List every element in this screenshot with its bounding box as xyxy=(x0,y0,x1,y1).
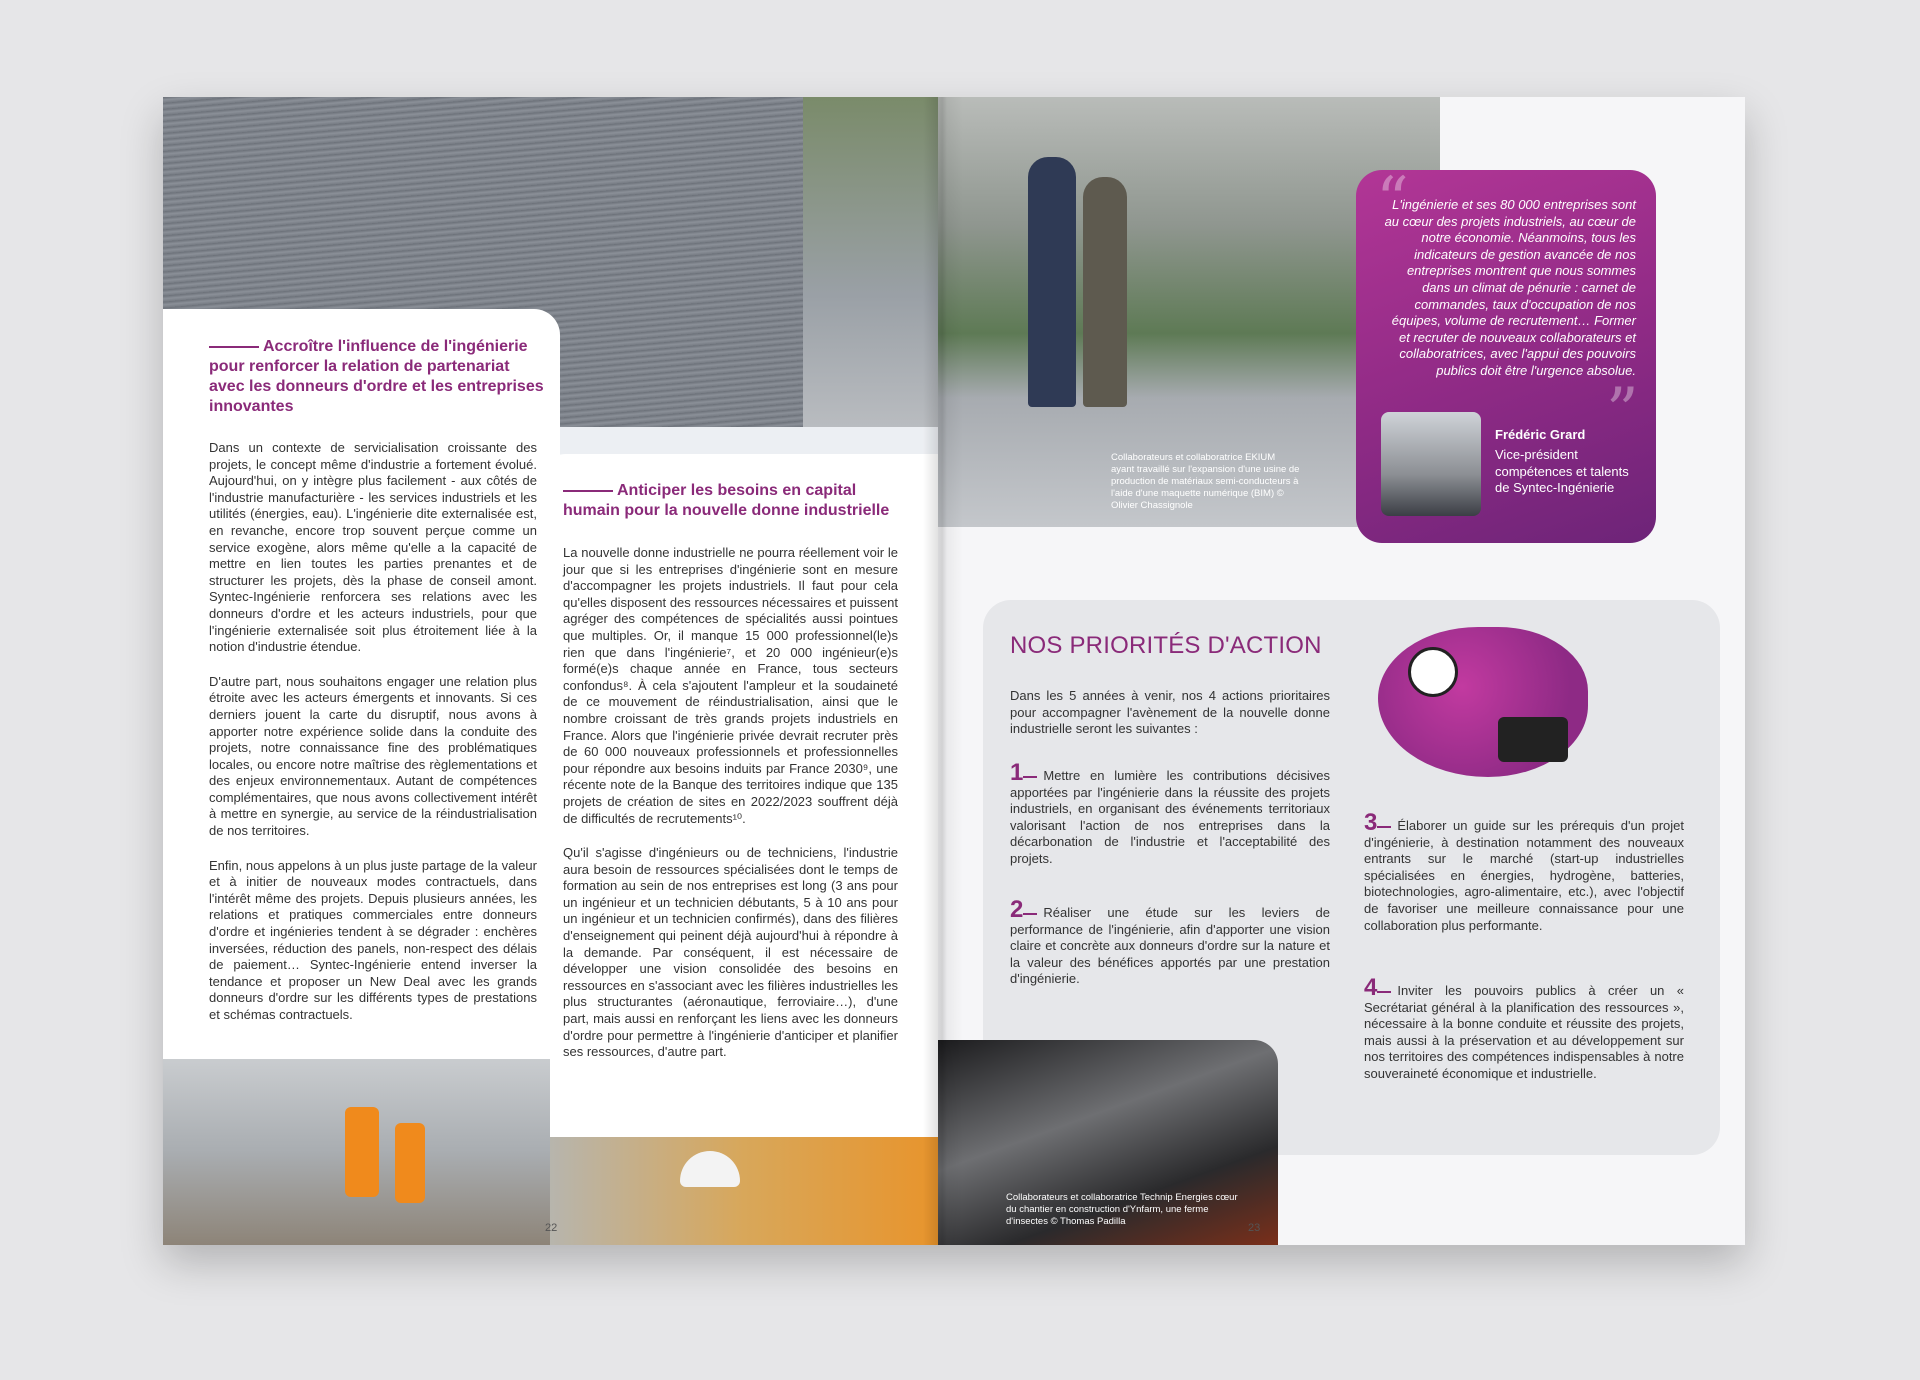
worker-helmet-photo xyxy=(550,1137,938,1245)
quote-author-name: Frédéric Grard xyxy=(1495,427,1586,442)
quote-text: L'ingénierie et ses 80 000 entreprises sont au cœur des projets industriels, au cœur de notre économie. Néanmoins, tous les indicateurs de gestion avancée de nos entreprises montrent que nous sommes dans un climat de pénurie : carnet de commandes, taux d'occupation de nos équipes, volume de recrutement… Former et recruter de nouveaux collaborateurs et collaboratrices, avec l'appui des pouvoirs publics doit être l'urgence absolue. xyxy=(1384,197,1636,378)
quote-close-icon: ” xyxy=(1606,375,1639,449)
brochure-spread xyxy=(163,97,1745,1245)
heading-rule xyxy=(209,346,259,348)
section1-paragraph-1: Dans un contexte de servicialisation croissante des projets, le concept même d'industrie a fortement évolué. Aujourd'hui, on y intègre plus facilement - aux côtés de l'industrie manufacturière - les services industriels et les utilités (énergies, eau). L'ingénierie dite externalisée est, en revanche, encore trop souvent perçue comme un service exogène, alors même qu'elle a la capacité de mettre en lien toutes les parties prenantes et de structurer les projets, dès la phase de conseil amont. Syntec-Ingénierie renforcera ses relations avec les donneurs d'ordre et les acteurs industriels, pour que l'ingénierie externalisée soit plus étroitement liée à la notion d'industrie étendue. xyxy=(209,440,537,655)
priority-3 xyxy=(1364,809,1684,934)
quote-box xyxy=(1356,164,1656,543)
priorities-intro: Dans les 5 années à venir, nos 4 actions prioritaires pour accompagner l'avènement de la nouvelle donne industrielle seront les suivantes : xyxy=(1010,688,1330,737)
top-photo-caption: Collaborateurs et collaboratrice EKIUM ayant travaillé sur l'expansion d'une usine de production de matériaux semi-conducteurs à l'aide d'une maquette numérique (BIM) © Olivier Chassignole xyxy=(1111,452,1300,511)
avatar xyxy=(1381,412,1481,516)
workers-photo xyxy=(163,1059,550,1245)
section1-heading: Accroître l'influence de l'ingénierie pour renforcer la relation de partenariat avec les donneurs d'ordre et les entreprises innovantes xyxy=(209,338,544,415)
priorities-title: NOS PRIORITÉS D'ACTION xyxy=(1010,632,1322,659)
section2-body xyxy=(563,545,898,1079)
section1-paragraph-3: Enfin, nous appelons à un plus juste partage de la valeur et à initier de nouveaux modes contractuels, dans l'intérêt même des projets. Depuis plusieurs années, les relations et pratiques commerciales entre donneurs d'ordre et ingénieries tendent à se dégrader : enchères inversées, réduction des panels, non-respect des délais de paiement… Syntec-Ingénierie entend inverser la tendance et proposer un New Deal avec les grands donneurs d'ordre sur les différents types de prestations et schémas contractuels. xyxy=(209,857,537,1022)
priority-number-3: 3 xyxy=(1364,809,1378,836)
priority-text-2: Réaliser une étude sur les leviers de performance de l'ingénierie, afin d'apporter une vision claire et concrète aux donneurs d'ordre sur la nature et la valeur des bénéfices apportés par une prestation d'ingénierie. xyxy=(1010,905,1330,987)
section2-heading: Anticiper les besoins en capital humain pour la nouvelle donne industrielle xyxy=(563,482,890,519)
priority-rule xyxy=(1023,776,1037,778)
quote-open-icon: “ xyxy=(1376,164,1409,238)
heading-rule xyxy=(563,490,613,492)
priority-rule xyxy=(1377,826,1391,828)
priority-text-1: Mettre en lumière les contributions décisives apportées par l'ingénierie dans la réussite des projets industriels, en organisant des événements territoriaux valorisant l'action de nos entreprises dans la décarbonation de l'industrie et l'acceptabilité des projets. xyxy=(1010,768,1330,866)
page-number-left: 22 xyxy=(545,1222,558,1234)
left-page xyxy=(163,97,938,1245)
right-page xyxy=(938,97,1745,1245)
priority-4 xyxy=(1364,974,1684,1083)
section2-paragraph-1: La nouvelle donne industrielle ne pourra réellement voir le jour que si les entreprises d'ingénierie sont en mesure d'accompagner les projets industriels. Il faut pour cela qu'elles disposent des ressources nécessaires et puissent agréger des compétences de spécialités aussi pointues que multiples. Or, il manque 15 000 professionnel(le)s rien que dans l'ingénierie⁷, et 20 000 ingénieur(e)s formé(e)s chaque année en France, tous secteurs confondus⁸. À cela s'ajoutent l'ampleur et la soudaineté de ce mouvement de réindustrialisation, ainsi que le nombre croissant de très grands projets industriels en France. Alors que l'ingénierie privée devrait recruter près de 60 000 nouveaux professionnels et professionnelles pour répondre aux besoins induits par France 2030⁹, une récente note de la Banque des territoires indique que 135 projets de création de sites en 2022/2023 souffrent déjà de difficultés de recrutements¹⁰. xyxy=(563,545,898,826)
priority-text-4: Inviter les pouvoirs publics à créer un « Secrétariat général à la planification des ressources », nécessaire à la bonne conduite et réussite des projets, mais aussi à la préservation et au développement sur nos territoires des compétences indispensables à notre souveraineté économique et industrielle. xyxy=(1364,983,1684,1081)
priority-1 xyxy=(1010,759,1330,868)
section1-body xyxy=(209,440,537,1042)
section1-paragraph-2: D'autre part, nous souhaitons engager une relation plus étroite avec les acteurs émergents et innovants. Si ces derniers jouent la carte du disruptif, nous avons à apporter notre expérience solide dans la conduite des projets, notre connaissance fine des problématiques locales, ou encore notre maîtrise des règlementations et des enjeux environnementaux. Autant de compétences complémentaires, que nous avons collectivement intérêt à mettre en synergie, au service de la réindustrialisation de nos territoires. xyxy=(209,673,537,839)
quote-author-role: Vice-président compétences et talents de Syntec-Ingénierie xyxy=(1495,447,1629,496)
bottom-photo-caption: Collaborateurs et collaboratrice Technip Energies cœur du chantier en construction d'Ynfarm, une ferme d'insectes © Thomas Padilla xyxy=(1006,1192,1238,1227)
priority-number-4: 4 xyxy=(1364,974,1378,1001)
binoculars-illustration xyxy=(1368,587,1598,787)
priority-rule xyxy=(1377,991,1391,993)
priority-2 xyxy=(1010,896,1330,988)
section2-paragraph-2: Qu'il s'agisse d'ingénieurs ou de techniciens, l'industrie aura besoin de ressources spécialisées dont le temps de formation au sein de nos entreprises est long (3 ans pour un ingénieur et un technicien débutants, 5 à 10 ans pour un ingénieur et un technicien confirmés), dans des filières d'enseignement qui peinent déjà aujourd'hui à répondre à la demande. Par conséquent, il est nécessaire de développer une vision consolidée des besoins en ressources en s'associant avec les filières industrielles les plus structurantes (aéronautique, ferroviaire…), d'une part, mais aussi en renforçant les liens avec les donneurs d'ordre pour permettre à l'ingénierie d'anticiper et planifier ses ressources, d'autre part. xyxy=(563,845,898,1060)
priority-text-3: Élaborer un guide sur les prérequis d'un projet d'ingénierie, à destination notamment des nouveaux entrants sur le marché (start-up industrielles spécialisées en énergies, hydrogène, batteries, biotechnologies, agro-alimentaire, etc.), avec l'objectif de favoriser une meilleure connaissance pour une collaboration plus performante. xyxy=(1364,818,1684,933)
page-number-right: 23 xyxy=(1248,1222,1261,1234)
priority-number-2: 2 xyxy=(1010,896,1024,923)
priority-number-1: 1 xyxy=(1010,759,1024,786)
priority-rule xyxy=(1023,913,1037,915)
